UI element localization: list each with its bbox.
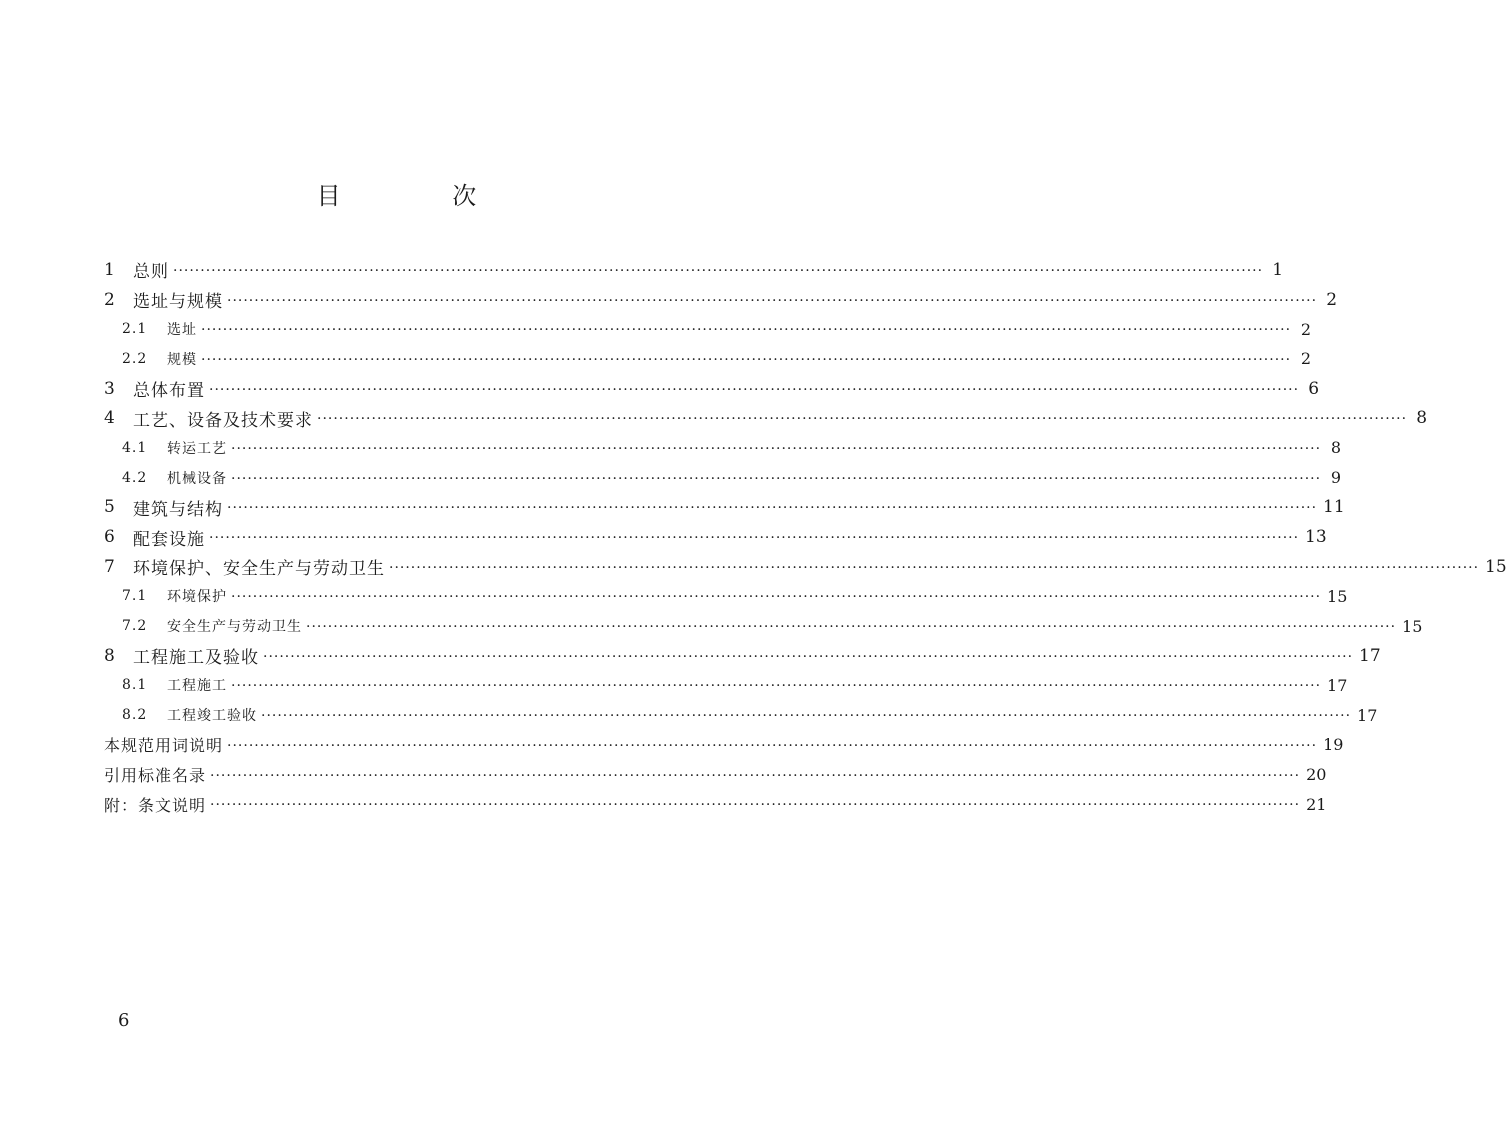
toc-dot-leader: ········································································································································································································: [306, 619, 1397, 636]
toc-entry: [104, 671, 1348, 701]
toc-entry: [104, 522, 1327, 552]
toc-entry: [104, 255, 1284, 285]
toc-entry: [104, 582, 1348, 612]
toc-entry: [104, 403, 1428, 433]
toc-dot-leader: ········································································································································································································: [210, 797, 1301, 814]
page-number: 6: [118, 1010, 130, 1031]
toc-entry-title: 工程竣工验收: [167, 708, 257, 725]
toc-entry: [104, 552, 1507, 582]
toc-entry: [104, 285, 1338, 315]
toc-entry-page: 19: [1323, 735, 1344, 755]
toc-entry-number: 6: [104, 527, 115, 548]
toc-entry-title: 选址与规模: [133, 292, 223, 313]
toc-entry-number: 2.1: [122, 321, 148, 338]
toc-entry-title: 本规范用词说明: [104, 736, 224, 756]
toc-dot-leader: ········································································································································································································: [317, 411, 1408, 428]
toc-entry-page: 2: [1300, 349, 1312, 369]
toc-dot-leader: ········································································································································································································: [209, 530, 1300, 547]
toc-entry-title: 建筑与结构: [133, 499, 223, 520]
toc-entry: [104, 700, 1378, 730]
toc-entry-title: 配套设施: [133, 529, 205, 550]
toc-entry-page: 8: [1330, 438, 1342, 458]
toc-dot-leader: ········································································································································································································: [201, 351, 1292, 368]
toc-entry-number: 8.2: [122, 707, 148, 724]
toc-entry-title: 附：条文说明: [104, 795, 207, 815]
toc-entry-title: 规模: [167, 351, 197, 368]
toc-dot-leader: ········································································································································································································: [227, 737, 1318, 754]
toc-entry-page: 11: [1323, 497, 1345, 518]
toc-entry-page: 13: [1305, 527, 1327, 548]
toc-entry-page: 17: [1357, 705, 1378, 725]
toc-entry: [104, 760, 1327, 790]
toc-entry-title: 总则: [133, 262, 169, 283]
toc-dot-leader: ········································································································································································································: [209, 381, 1300, 398]
toc-entry-title: 选址: [167, 322, 197, 339]
toc-entry-page: 21: [1306, 794, 1327, 814]
toc-entry-title: 安全生产与劳动卫生: [167, 619, 302, 636]
toc-dot-leader: ········································································································································································································: [231, 470, 1322, 487]
toc-entry-number: 5: [104, 497, 115, 518]
toc-entry-title: 工程施工及验收: [133, 648, 259, 669]
page-title: 目 次: [316, 182, 529, 210]
toc-dot-leader: ········································································································································································································: [227, 500, 1318, 517]
toc-entry-number: 2: [104, 289, 115, 310]
toc-entry-page: 15: [1327, 586, 1348, 606]
toc-dot-leader: ········································································································································································································: [231, 440, 1322, 457]
toc-entry-page: 17: [1327, 675, 1348, 695]
toc-dot-leader: ········································································································································································································: [201, 322, 1292, 339]
toc-entry-title: 转运工艺: [167, 440, 227, 457]
toc-dot-leader: ········································································································································································································: [389, 559, 1480, 576]
toc-entry-page: 15: [1402, 616, 1423, 636]
toc-entry-page: 20: [1306, 765, 1327, 785]
toc-entry-number: 1: [104, 259, 115, 280]
toc-entry-number: 7.2: [122, 618, 148, 635]
toc-dot-leader: ········································································································································································································: [231, 589, 1322, 606]
toc-entry-number: 2.2: [122, 350, 148, 367]
toc-entry: [104, 344, 1312, 374]
toc-entry-page: 8: [1416, 408, 1428, 429]
toc-entry-number: 8: [104, 645, 115, 666]
toc-entry-page: 17: [1359, 645, 1381, 666]
toc-entry-number: 7: [104, 556, 115, 577]
toc-entry-title: 工程施工: [167, 678, 227, 695]
toc-dot-leader: ········································································································································································································: [263, 648, 1354, 665]
toc-entry: [104, 730, 1344, 760]
toc-entry-title: 引用标准名录: [104, 766, 207, 786]
toc-entry: [104, 789, 1327, 819]
toc-dot-leader: ········································································································································································································: [231, 678, 1322, 695]
toc-entry: [104, 611, 1423, 641]
toc-entry: [104, 314, 1312, 344]
toc-entry-page: 2: [1326, 289, 1338, 310]
toc-entry-number: 4.2: [122, 469, 148, 486]
toc-entry-page: 15: [1485, 556, 1507, 577]
toc-entry-title: 环境保护: [167, 589, 227, 606]
toc-dot-leader: ········································································································································································································: [261, 708, 1352, 725]
toc-dot-leader: ········································································································································································································: [210, 767, 1301, 784]
toc-entry: [104, 374, 1320, 404]
toc-entry-page: 2: [1300, 319, 1312, 339]
toc-entry-number: 8.1: [122, 677, 148, 694]
toc-entry-number: 4: [104, 408, 115, 429]
toc-entry-title: 总体布置: [133, 381, 205, 402]
table-of-contents: [104, 255, 1507, 819]
toc-entry-title: 机械设备: [167, 470, 227, 487]
toc-entry: [104, 493, 1345, 523]
toc-entry-number: 3: [104, 378, 115, 399]
toc-entry-page: 1: [1272, 259, 1284, 280]
toc-entry-page: 6: [1308, 378, 1320, 399]
toc-entry-number: 4.1: [122, 439, 148, 456]
toc-entry-title: 工艺、设备及技术要求: [133, 410, 313, 431]
toc-entry: [104, 463, 1342, 493]
toc-dot-leader: ········································································································································································································: [227, 292, 1318, 309]
toc-entry-number: 7.1: [122, 588, 148, 605]
toc-entry-page: 9: [1330, 468, 1342, 488]
toc-entry: [104, 641, 1381, 671]
toc-entry-title: 环境保护、安全生产与劳动卫生: [133, 559, 385, 580]
toc-entry: [104, 433, 1342, 463]
toc-dot-leader: ········································································································································································································: [173, 262, 1264, 279]
